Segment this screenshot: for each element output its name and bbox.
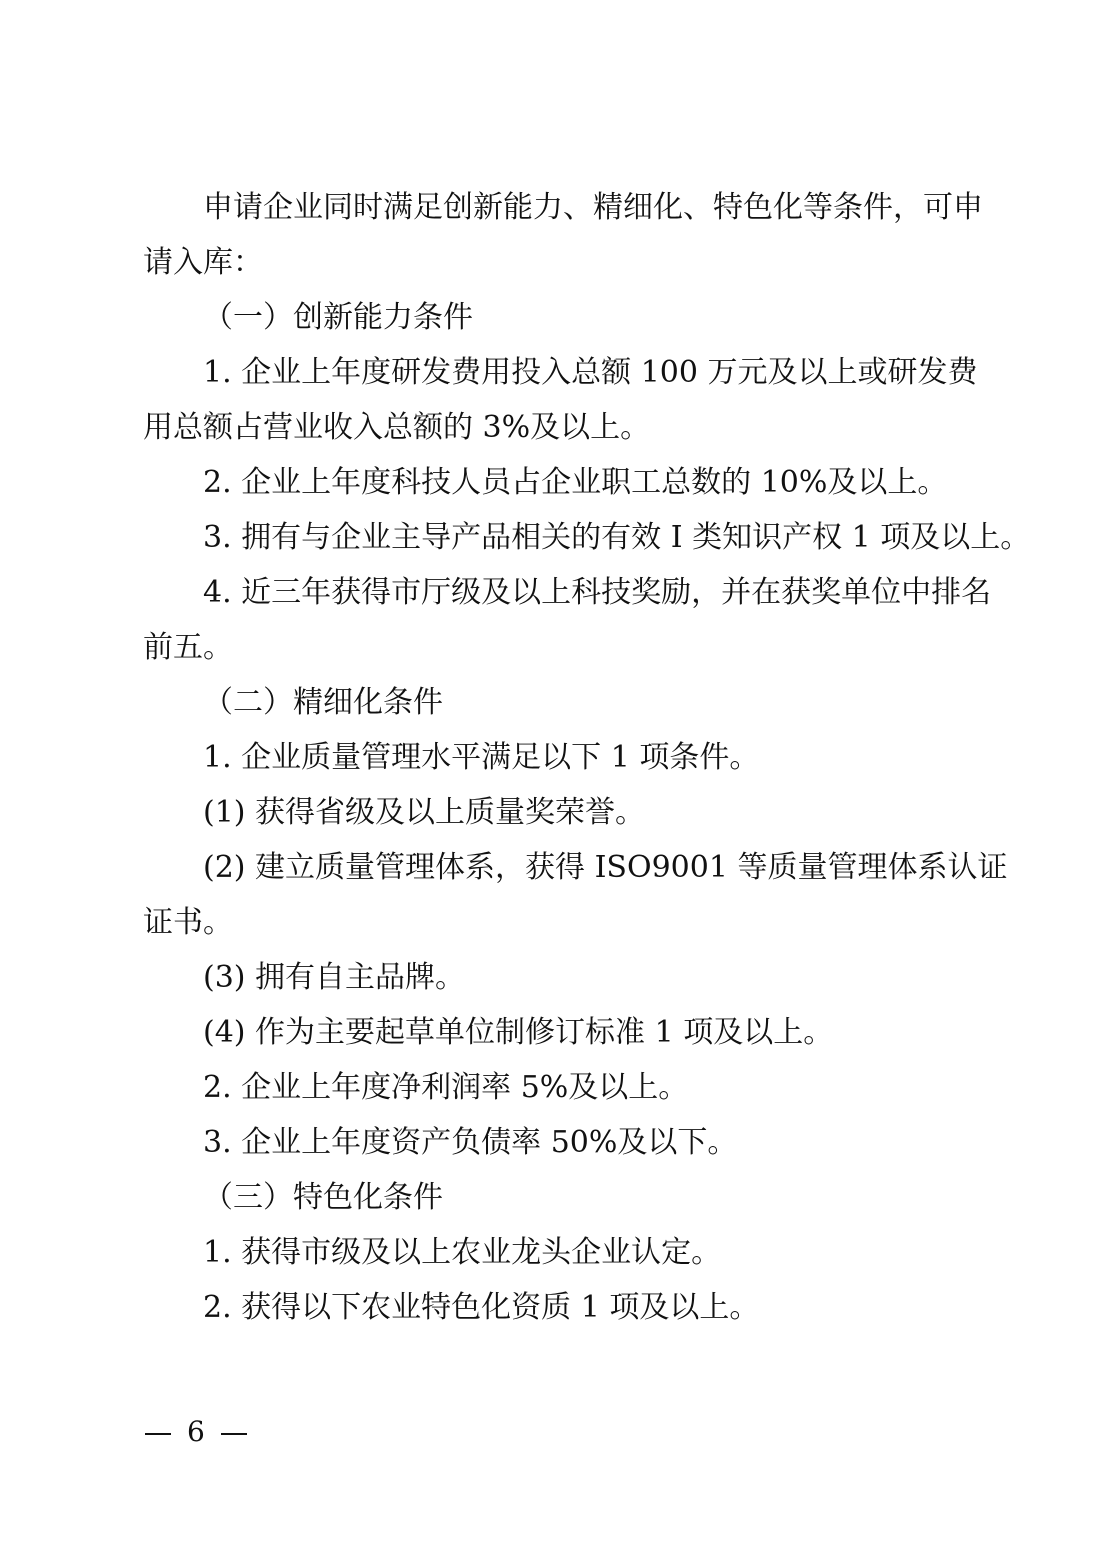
page-number: 6 (187, 1415, 205, 1448)
paragraph-intro-line-2: 请入库： (143, 245, 263, 280)
section-heading-refinement: （二）精细化条件 (203, 685, 443, 720)
refinement-subitem-4: (4) 作为主要起草单位制修订标准 1 项及以上。 (203, 1015, 834, 1050)
refinement-subitem-2-line-1: (2) 建立质量管理体系，获得 ISO9001 等质量管理体系认证 (203, 850, 1008, 885)
section-heading-innovation: （一）创新能力条件 (203, 300, 473, 335)
refinement-subitem-3: (3) 拥有自主品牌。 (203, 960, 466, 995)
specialization-item-2: 2. 获得以下农业特色化资质 1 项及以上。 (203, 1290, 760, 1325)
refinement-subitem-2-line-2: 证书。 (143, 905, 233, 940)
section-heading-specialization: （三）特色化条件 (203, 1180, 443, 1215)
specialization-item-1: 1. 获得市级及以上农业龙头企业认定。 (203, 1235, 722, 1270)
refinement-item-1: 1. 企业质量管理水平满足以下 1 项条件。 (203, 740, 760, 775)
innovation-item-3: 3. 拥有与企业主导产品相关的有效 I 类知识产权 1 项及以上。 (203, 520, 1031, 555)
refinement-subitem-1: (1) 获得省级及以上质量奖荣誉。 (203, 795, 646, 830)
footer-dash-right (221, 1433, 247, 1435)
innovation-item-4-line-2: 前五。 (143, 630, 233, 665)
innovation-item-4-line-1: 4. 近三年获得市厅级及以上科技奖励，并在获奖单位中排名 (203, 575, 992, 610)
innovation-item-1-line-2: 用总额占营业收入总额的 3%及以上。 (143, 410, 651, 445)
footer-dash-left (145, 1433, 171, 1435)
page-footer (143, 1412, 249, 1452)
paragraph-intro-line-1: 申请企业同时满足创新能力、精细化、特色化等条件，可申 (203, 190, 983, 225)
refinement-item-3: 3. 企业上年度资产负债率 50%及以下。 (203, 1125, 738, 1160)
refinement-item-2: 2. 企业上年度净利润率 5%及以上。 (203, 1070, 689, 1105)
innovation-item-1-line-1: 1. 企业上年度研发费用投入总额 100 万元及以上或研发费 (203, 355, 978, 390)
innovation-item-2: 2. 企业上年度科技人员占企业职工总数的 10%及以上。 (203, 465, 948, 500)
